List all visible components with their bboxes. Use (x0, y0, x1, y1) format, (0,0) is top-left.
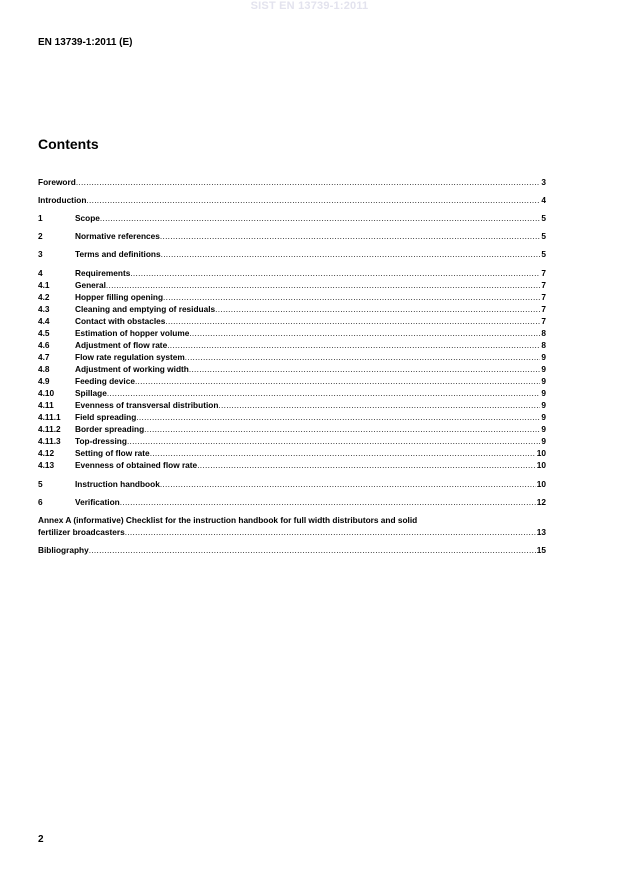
toc-title: Verification (75, 497, 120, 507)
toc-number: 4.10 (38, 388, 55, 398)
watermark: SIST EN 13739-1:2011 (250, 0, 369, 12)
toc-title: Introduction (38, 195, 87, 205)
toc-number: 6 (38, 497, 43, 507)
toc-entry-4-12[interactable] (38, 448, 546, 459)
toc-page: 12 (536, 497, 546, 507)
toc-entry-4-4[interactable] (38, 316, 546, 327)
toc-page: 7 (541, 292, 546, 302)
toc-title: Evenness of transversal distribution (75, 400, 219, 410)
toc-entry-5[interactable] (38, 479, 546, 490)
toc-title: Adjustment of flow rate (75, 340, 168, 350)
toc-entry-4-11-3[interactable] (38, 436, 546, 447)
toc-page: 7 (541, 304, 546, 314)
toc-title: Terms and definitions (75, 249, 161, 259)
toc-leader (76, 177, 541, 188)
toc-page: 9 (541, 436, 546, 446)
toc-leader (130, 268, 540, 279)
toc-page: 7 (541, 268, 546, 278)
toc-title: Feeding device (75, 376, 135, 386)
toc-title: Estimation of hopper volume (75, 328, 190, 338)
toc-title: Foreword (38, 177, 76, 187)
toc-entry-4-11-1[interactable] (38, 412, 546, 423)
toc-leader (215, 304, 540, 315)
toc-number: 4.3 (38, 304, 50, 314)
toc-entry-3[interactable] (38, 249, 546, 260)
toc-leader (218, 400, 540, 411)
toc-entry-4-3[interactable] (38, 304, 546, 315)
toc-page: 7 (541, 316, 546, 326)
toc-entry-1[interactable] (38, 213, 546, 224)
toc-number: 1 (38, 213, 43, 223)
toc-title: Cleaning and emptying of residuals (75, 304, 216, 314)
toc-entry-4[interactable] (38, 268, 546, 279)
toc-leader (189, 364, 541, 375)
toc-leader (135, 376, 540, 387)
toc-leader (89, 545, 536, 556)
toc-page: 9 (541, 352, 546, 362)
toc-number: 4.12 (38, 448, 55, 458)
toc-entry-4-13[interactable] (38, 460, 546, 471)
toc-leader (165, 316, 540, 327)
toc-entry-annex-a-line1[interactable]: Annex A (informative) Checklist for the instruction handbook for full width distributors and solid (38, 515, 418, 525)
toc-number: 5 (38, 479, 43, 489)
toc-number: 4 (38, 268, 43, 278)
toc-page: 9 (541, 388, 546, 398)
toc-leader (197, 460, 536, 471)
toc-page: 5 (541, 231, 546, 241)
toc-entry-4-11-2[interactable] (38, 424, 546, 435)
toc-page: 13 (536, 527, 546, 537)
toc-number: 4.4 (38, 316, 50, 326)
toc-number: 4.6 (38, 340, 50, 350)
toc-entry-4-11[interactable] (38, 400, 546, 411)
toc-title: fertilizer broadcasters (38, 527, 125, 537)
toc-leader (125, 527, 536, 538)
toc-entry-foreword[interactable] (38, 177, 546, 188)
toc-leader (144, 424, 540, 435)
toc-leader (120, 497, 536, 508)
toc-page: 10 (536, 448, 546, 458)
toc-entry-4-8[interactable] (38, 364, 546, 375)
toc-leader (185, 352, 541, 363)
toc-number: 4.1 (38, 280, 50, 290)
toc-page: 10 (536, 460, 546, 470)
document-id-header: EN 13739-1:2011 (E) (38, 37, 133, 48)
toc-leader (127, 436, 540, 447)
toc-leader (161, 249, 541, 260)
toc-number: 4.9 (38, 376, 50, 386)
toc-number: 4.11.1 (38, 412, 61, 422)
toc-number: 4.11.2 (38, 424, 61, 434)
toc-page: 10 (536, 479, 546, 489)
toc-leader (100, 213, 540, 224)
toc-leader (136, 412, 540, 423)
page-title: Contents (38, 136, 99, 152)
toc-entry-4-10[interactable] (38, 388, 546, 399)
toc-number: 3 (38, 249, 43, 259)
toc-page: 9 (541, 424, 546, 434)
toc-leader (163, 292, 540, 303)
toc-title: Flow rate regulation system (75, 352, 185, 362)
toc-page: 5 (541, 249, 546, 259)
toc-leader (106, 280, 540, 291)
toc-title: Bibliography (38, 545, 89, 555)
toc-title: Scope (75, 213, 100, 223)
toc-title: Border spreading (75, 424, 145, 434)
toc-title: Normative references (75, 231, 160, 241)
toc-title: General (75, 280, 106, 290)
toc-leader (86, 195, 540, 206)
toc-page: 3 (541, 177, 546, 187)
toc-number: 4.2 (38, 292, 50, 302)
toc-entry-4-2[interactable] (38, 292, 546, 303)
toc-leader (107, 388, 541, 399)
toc-leader (160, 231, 541, 242)
toc-number: 4.11.3 (38, 436, 61, 446)
page-number: 2 (38, 834, 44, 845)
toc-number: 4.8 (38, 364, 50, 374)
toc-number: 4.5 (38, 328, 50, 338)
toc-number: 4.7 (38, 352, 50, 362)
toc-title: Contact with obstacles (75, 316, 166, 326)
toc-page: 8 (541, 340, 546, 350)
toc-page: 5 (541, 213, 546, 223)
toc-entry-4-9[interactable] (38, 376, 546, 387)
toc-number: 4.11 (38, 400, 54, 410)
toc-title: Field spreading (75, 412, 137, 422)
toc-title: Instruction handbook (75, 479, 160, 489)
toc-entry-2[interactable] (38, 231, 546, 242)
toc-number: 2 (38, 231, 43, 241)
toc-entry-bibliography[interactable] (38, 545, 546, 556)
toc-title: Evenness of obtained flow rate (75, 460, 198, 470)
toc-page: 8 (541, 328, 546, 338)
toc-title: Top-dressing (75, 436, 127, 446)
toc-leader (160, 479, 536, 490)
toc-entry-annex-a[interactable] (38, 527, 546, 538)
toc-page: 9 (541, 364, 546, 374)
toc-page: 9 (541, 412, 546, 422)
toc-page: 9 (541, 400, 546, 410)
toc-title: Setting of flow rate (75, 448, 150, 458)
toc-page: 4 (541, 195, 546, 205)
toc-title: Hopper filling opening (75, 292, 164, 302)
toc-title: Spillage (75, 388, 107, 398)
toc-leader (167, 340, 540, 351)
toc-entry-6[interactable] (38, 497, 546, 508)
toc-entry-4-6[interactable] (38, 340, 546, 351)
toc-entry-introduction[interactable] (38, 195, 546, 206)
toc-entry-4-1[interactable] (38, 280, 546, 291)
toc-page: 7 (541, 280, 546, 290)
toc-page: 9 (541, 376, 546, 386)
toc-number: 4.13 (38, 460, 55, 470)
toc-entry-4-5[interactable] (38, 328, 546, 339)
toc-leader (150, 448, 536, 459)
toc-entry-4-7[interactable] (38, 352, 546, 363)
toc-title: Requirements (75, 268, 131, 278)
toc-leader (189, 328, 540, 339)
toc-title: Adjustment of working width (75, 364, 189, 374)
toc-page: 15 (536, 545, 546, 555)
